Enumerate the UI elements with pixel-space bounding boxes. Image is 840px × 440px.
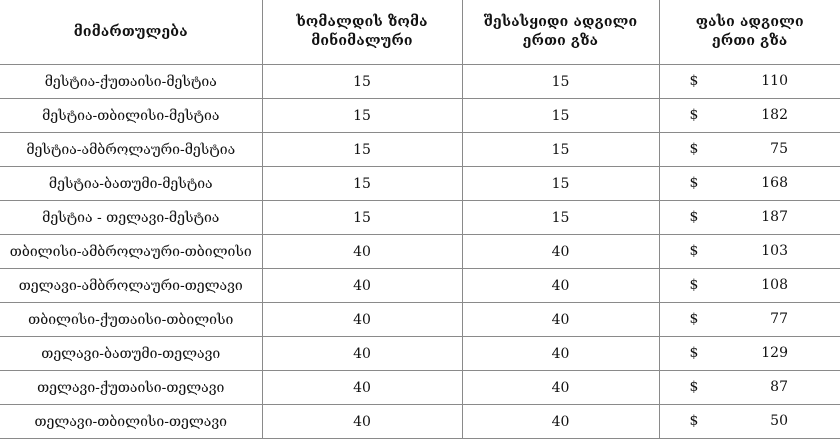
table-row [0,405,840,439]
table-row [0,235,840,269]
seats-cell: 15 [462,167,659,201]
currency-symbol: $ [689,73,699,89]
seats-cell: 15 [462,133,659,167]
route-cell: თბილისი-ამბროლაური-თბილისი [0,235,262,269]
price-cell [659,167,840,201]
price-cell [659,99,840,133]
price-amount: 108 [761,277,788,293]
price-amount: 103 [761,243,788,259]
price-amount: 182 [761,107,788,123]
route-cell: მესტია-ამბროლაური-მესტია [0,133,262,167]
currency-symbol: $ [689,311,699,327]
seats-cell: 40 [462,235,659,269]
currency-symbol: $ [689,141,699,157]
seats-cell: 40 [462,371,659,405]
seats-cell: 15 [462,99,659,133]
seats-cell: 40 [462,405,659,439]
table-row [0,269,840,303]
route-cell: თელავი-ამბროლაური-თელავი [0,269,262,303]
table-row [0,167,840,201]
route-cell: მესტია-ბათუმი-მესტია [0,167,262,201]
min-size-cell: 40 [262,269,462,303]
seats-cell: 40 [462,303,659,337]
seats-cell: 15 [462,201,659,235]
price-cell [659,65,840,99]
table-row [0,201,840,235]
min-size-cell: 15 [262,65,462,99]
price-cell [659,269,840,303]
table-row [0,371,840,405]
min-size-cell: 40 [262,405,462,439]
seats-cell: 15 [462,65,659,99]
header-price: ფასი ადგილი ერთი გზა [659,0,840,65]
route-cell: მესტია - თელავი-მესტია [0,201,262,235]
currency-symbol: $ [689,209,699,225]
route-cell: თბილისი-ქუთაისი-თბილისი [0,303,262,337]
seats-cell: 40 [462,269,659,303]
price-cell [659,133,840,167]
min-size-cell: 40 [262,371,462,405]
header-route: მიმართულება [0,0,262,65]
price-amount: 187 [761,209,788,225]
price-cell [659,303,840,337]
price-amount: 75 [770,141,788,157]
currency-symbol: $ [689,345,699,361]
price-cell [659,201,840,235]
price-amount: 110 [761,73,788,89]
price-amount: 77 [770,311,788,327]
min-size-cell: 15 [262,201,462,235]
min-size-cell: 15 [262,133,462,167]
currency-symbol: $ [689,379,699,395]
table-row [0,337,840,371]
route-cell: მესტია-თბილისი-მესტია [0,99,262,133]
price-cell [659,371,840,405]
price-amount: 129 [761,345,788,361]
price-amount: 168 [761,175,788,191]
table-row [0,65,840,99]
price-amount: 50 [770,413,788,429]
price-cell [659,235,840,269]
price-amount: 87 [770,379,788,395]
min-size-cell: 40 [262,235,462,269]
price-cell [659,405,840,439]
route-cell: მესტია-ქუთაისი-მესტია [0,65,262,99]
currency-symbol: $ [689,413,699,429]
price-cell [659,337,840,371]
route-cell: თელავი-ბათუმი-თელავი [0,337,262,371]
route-cell: თელავი-თბილისი-თელავი [0,405,262,439]
header-min-size: ხომალდის ზომა მინიმალური [262,0,462,65]
seats-cell: 40 [462,337,659,371]
min-size-cell: 40 [262,303,462,337]
currency-symbol: $ [689,107,699,123]
route-cell: თელავი-ქუთაისი-თელავი [0,371,262,405]
currency-symbol: $ [689,243,699,259]
min-size-cell: 15 [262,99,462,133]
header-seats: შესასყიდი ადგილი ერთი გზა [462,0,659,65]
min-size-cell: 40 [262,337,462,371]
table-row [0,99,840,133]
table-row [0,133,840,167]
table-header-row [0,0,840,65]
min-size-cell: 15 [262,167,462,201]
currency-symbol: $ [689,277,699,293]
currency-symbol: $ [689,175,699,191]
table-row [0,303,840,337]
